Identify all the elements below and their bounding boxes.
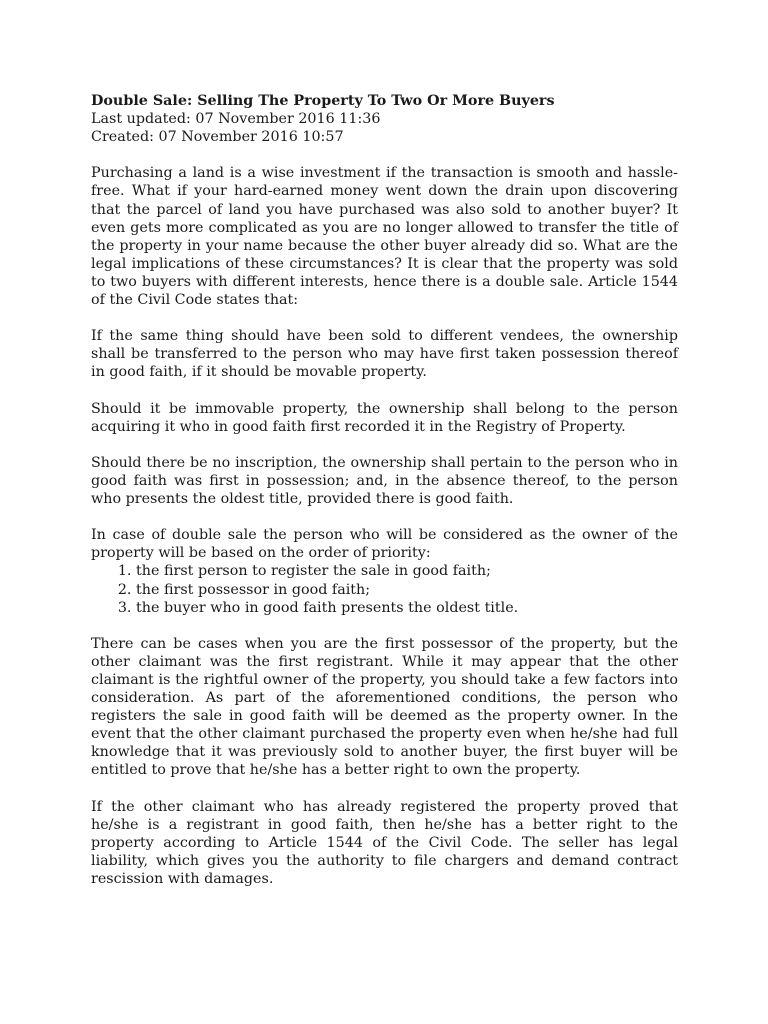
intro-paragraph: Purchasing a land is a wise investment if the transaction is smooth and hassle-free. What if your hard-earned money went down the drain upon discovering that the parcel of land you have purchased was also sold to another buyer? It even gets more complicated as you are no longer allowed to transfer the title of the property in your name because the other buyer already did so. What are the legal implications of these circumstances? It is clear that the property was sold to two buyers with different interests, hence there is a double sale. Article 1544 of the Civil Code states that: bbox=[91, 165, 678, 309]
priority-intro-paragraph: In case of double sale the person who will be considered as the owner of the property will be based on the order of priority: bbox=[91, 527, 678, 562]
article-quote-immovable: Should it be immovable property, the ownership shall belong to the person acquiring it who in good faith first recorded it in the Registry of Property. bbox=[91, 400, 678, 435]
list-item: 1. the first person to register the sale in good faith; bbox=[136, 562, 678, 580]
list-item: 2. the first possessor in good faith; bbox=[136, 581, 678, 599]
priority-list bbox=[91, 562, 678, 616]
list-item: 3. the buyer who in good faith presents the oldest title. bbox=[136, 599, 678, 617]
created-date: Created: 07 November 2016 10:57 bbox=[91, 129, 344, 146]
last-updated-date: Last updated: 07 November 2016 11:36 bbox=[91, 111, 381, 128]
article-quote-movable: If the same thing should have been sold to different vendees, the ownership shall be transferred to the person who may have first taken possession thereof in good faith, if it should be movable property. bbox=[91, 328, 678, 381]
first-possessor-paragraph: There can be cases when you are the first possessor of the property, but the other claimant was the first registrant. While it may appear that the other claimant is the rightful owner of the property, you should take a few factors into consideration. As part of the aforementioned conditions, the person who registers the sale in good faith will be deemed as the property owner. In the event that the other claimant purchased the property even when he/she had full knowledge that it was previously sold to another buyer, the first buyer will be entitled to prove that he/she has a better right to own the property. bbox=[91, 635, 678, 779]
document-page bbox=[91, 92, 678, 888]
registrant-paragraph: If the other claimant who has already registered the property proved that he/she is a registrant in good faith, then he/she has a better right to the property according to Article 1544 of the Civil Code. The seller has legal liability, which gives you the authority to file chargers and demand contract rescission with damages. bbox=[91, 798, 678, 888]
document-title: Double Sale: Selling The Property To Two Or More Buyers bbox=[91, 93, 555, 109]
article-quote-no-inscription: Should there be no inscription, the ownership shall pertain to the person who in good faith was first in possession; and, in the absence thereof, to the person who presents the oldest title, provided there is good faith. bbox=[91, 454, 678, 508]
